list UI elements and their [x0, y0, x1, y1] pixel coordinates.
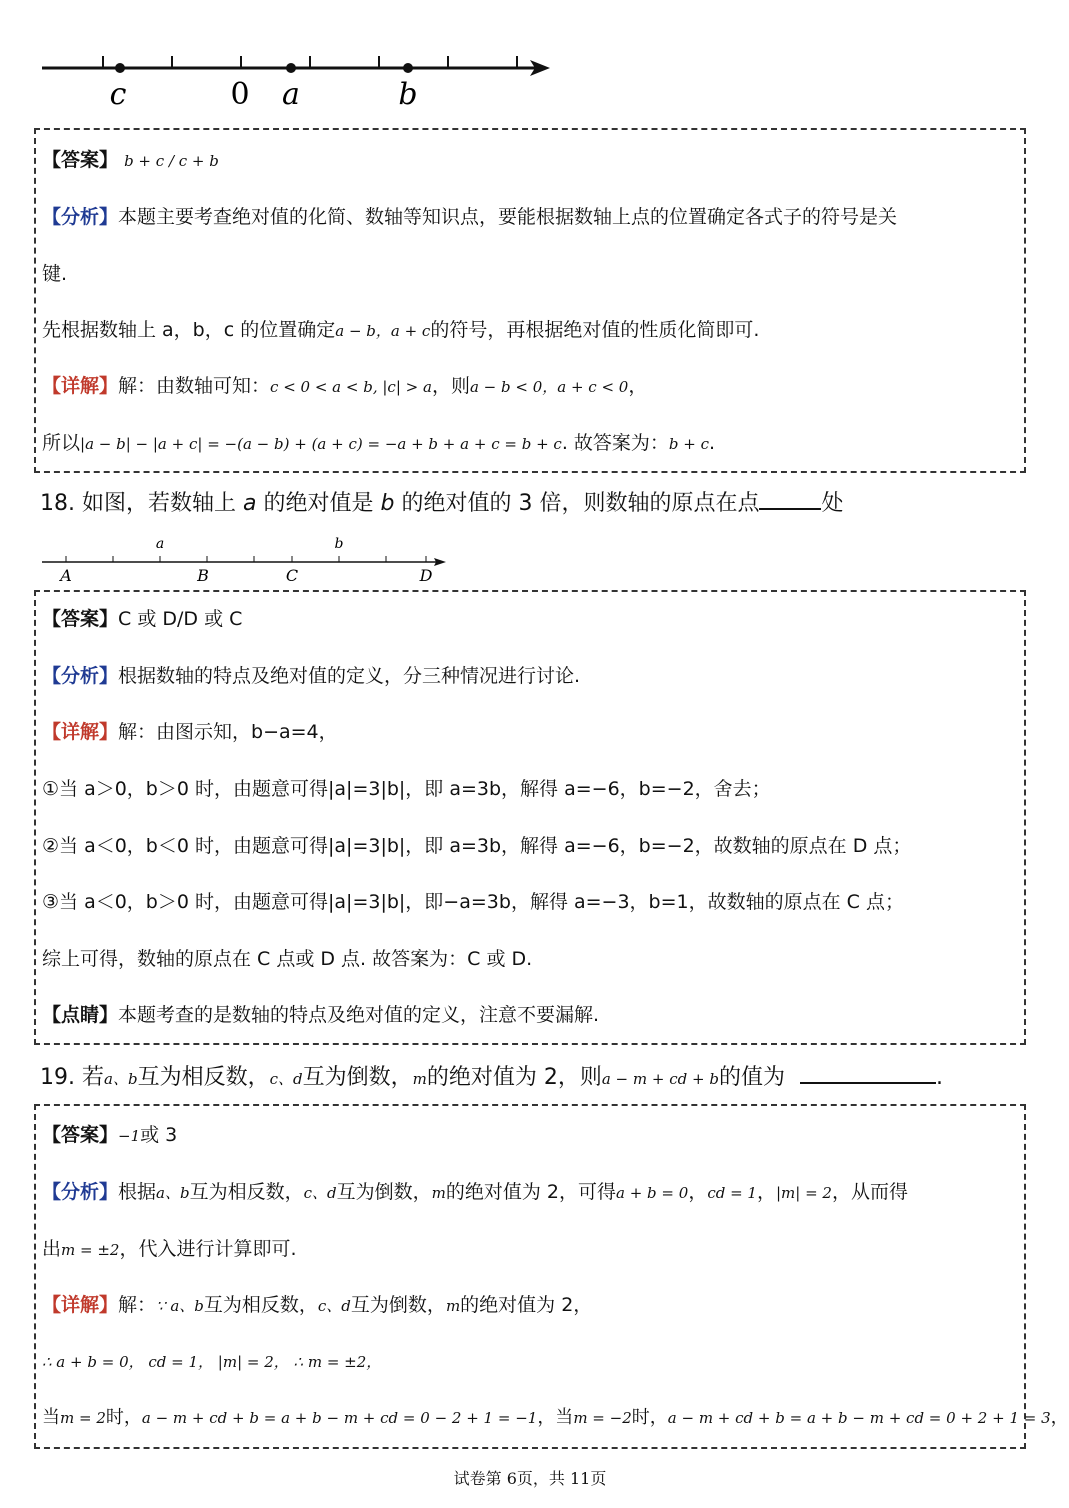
answer-value: b + c / c + b — [124, 152, 219, 170]
analysis-line-2: 键. — [42, 263, 68, 285]
label-0: 0 — [230, 77, 250, 112]
solution-box-18 — [34, 590, 1026, 1045]
therefore-line: ∴ a + b = 0， cd = 1， |m| = 2， ∴ m = ±2， — [42, 1353, 382, 1371]
point-b — [403, 63, 413, 73]
method-line: 先根据数轴上 a，b，c 的位置确定a − b，a + c的符号，再根据绝对值的性质化简即可. — [42, 319, 760, 341]
label-top-a: a — [155, 536, 165, 552]
detail-line: 【详解】解：∵ a、b互为相反数，c、d互为倒数，m的绝对值为 2， — [42, 1294, 593, 1316]
page-footer: 试卷第 6页，共 11页 — [453, 1469, 607, 1488]
detail-line: 【详解】解：由图示知，b−a=4， — [42, 721, 338, 743]
analysis-line-2: 出m = ±2，代入进行计算即可. — [42, 1238, 297, 1260]
answer-line: 【答案】−1或 3 — [42, 1124, 178, 1146]
solution-box-19 — [34, 1104, 1026, 1449]
question-19: 19. 若a、b互为相反数，c、d互为倒数，m的绝对值为 2，则a − m + cd + b的值为 . — [40, 1062, 943, 1093]
label-c: c — [109, 77, 127, 112]
analysis-tag: 【分析】 — [42, 206, 119, 228]
answer-blank — [800, 1062, 936, 1084]
label-a: a — [282, 77, 300, 112]
case-1-line: ①当 a＞0，b＞0 时，由题意可得|a|=3|b|，即 a=3b，解得 a=−6，b=−2，舍去； — [42, 778, 771, 800]
summary-line: 综上可得，数轴的原点在 C 点或 D 点. 故答案为：C 或 D. — [42, 948, 533, 970]
detail-tag: 【详解】 — [42, 375, 119, 397]
case-3-line: ③当 a＜0，b＞0 时，由题意可得|a|=3|b|，即−a=3b，解得 a=−3，b=1，故数轴的原点在 C 点； — [42, 891, 904, 913]
label-D: D — [419, 566, 433, 585]
label-B: B — [197, 566, 209, 585]
case-line: 当m = 2时，a − m + cd + b = a + b − m + cd = 0 − 2 + 1 = −1，当m = −2时，a − m + cd + b = a + b − m + cd = 0 + 2 + 1 = 3， — [42, 1407, 1069, 1428]
solution-box-17 — [34, 128, 1026, 473]
label-C: C — [285, 566, 299, 585]
analysis-line: 【分析】根据数轴的特点及绝对值的定义，分三种情况进行讨论. — [42, 665, 581, 687]
conclusion-line: 所以|a − b| − |a + c| = −(a − b) + (a + c) = −a + b + a + c = b + c. 故答案为：b + c. — [42, 432, 716, 454]
point-c — [115, 63, 125, 73]
label-A: A — [60, 566, 72, 585]
case-2-line: ②当 a＜0，b＜0 时，由题意可得|a|=3|b|，即 a=3b，解得 a=−6，b=−2，故数轴的原点在 D 点； — [42, 835, 912, 857]
label-top-b: b — [334, 536, 344, 552]
number-line-2 — [36, 530, 456, 586]
point-a — [286, 63, 296, 73]
answer-blank — [759, 488, 821, 510]
question-18: 18. 如图，若数轴上 a 的绝对值是 b 的绝对值的 3 倍，则数轴的原点在点 处 — [40, 488, 844, 518]
answer-line — [42, 148, 219, 173]
answer-tag: 【答案】 — [42, 149, 119, 171]
answer-line: 【答案】C 或 D/D 或 C — [42, 608, 243, 630]
number-line-1 — [30, 40, 570, 120]
label-b: b — [398, 77, 418, 112]
analysis-line: 【分析】本题主要考查绝对值的化简、数轴等知识点，要能根据数轴上点的位置确定各式子的符号是关 — [42, 206, 898, 228]
analysis-line: 【分析】根据a、b互为相反数，c、d互为倒数，m的绝对值为 2，可得a + b = 0，cd = 1，|m| = 2，从而得 — [42, 1181, 908, 1203]
detail-line: 【详解】解：由数轴可知：c < 0 < a < b, |c| > a，则a − b < 0，a + c < 0， — [42, 375, 648, 397]
note-line: 【点睛】本题考查的是数轴的特点及绝对值的定义，注意不要漏解. — [42, 1004, 600, 1026]
